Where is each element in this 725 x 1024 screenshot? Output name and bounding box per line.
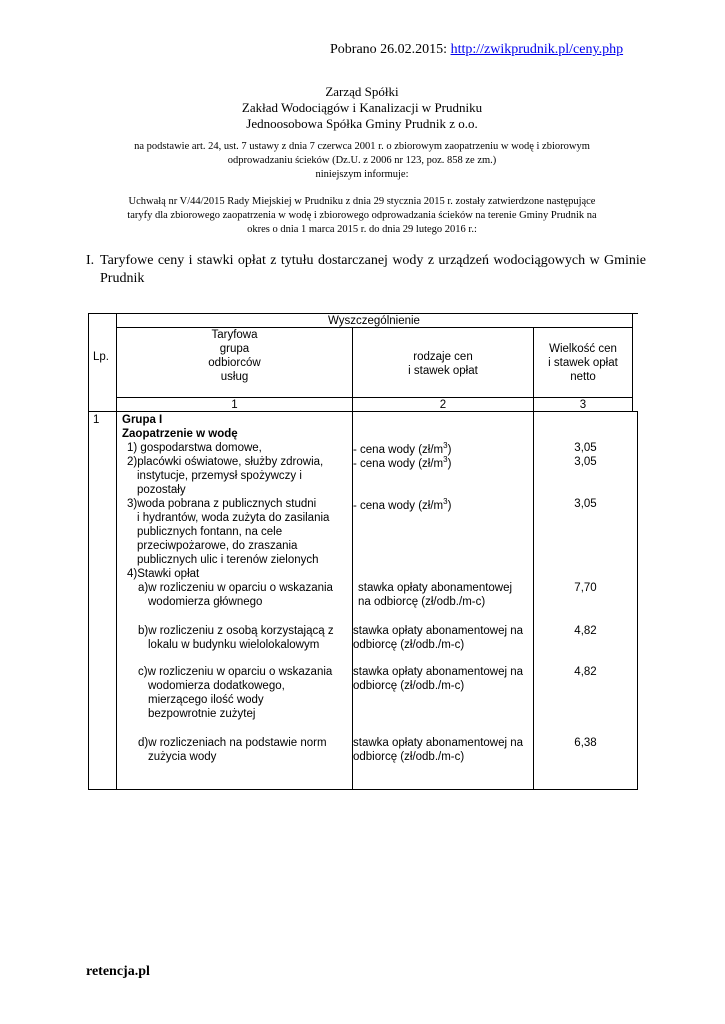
fee-kind xyxy=(353,736,523,764)
fee-description xyxy=(138,736,327,764)
table-body-right-border xyxy=(637,411,638,790)
resolution-line-2: taryfy dla zbiorowego zaopatrzenia w wodę i zbiorowego odprowadzania ścieków na terenie Gminy Prudnik na xyxy=(127,210,597,221)
resolution-line-3: okres o dnia 1 marca 2015 r. do dnia 29 lutego 2016 r.: xyxy=(247,224,477,235)
item-description xyxy=(127,441,262,455)
description-line: wodomierza dodatkowego, xyxy=(148,680,285,692)
header-col3 xyxy=(534,342,632,384)
table-head-right-border xyxy=(632,313,633,411)
fee-kind xyxy=(358,581,512,609)
header-specification: Wyszczególnienie xyxy=(328,315,420,327)
fee-description xyxy=(138,665,332,721)
table-bottom-border xyxy=(88,789,638,790)
description-line: pozostały xyxy=(137,484,186,496)
header-col1-line: Taryfowa xyxy=(211,329,258,341)
header-col3-line: netto xyxy=(570,371,596,383)
basis-line-1: na podstawie art. 24, ust. 7 ustawy z dnia 7 czerwca 2001 r. o zbiorowym zaopatrzeniu w wodę i zbiorowym xyxy=(134,141,590,152)
fee-description xyxy=(138,624,334,652)
header-col2-line: i stawek opłat xyxy=(408,365,478,377)
description-line: 2)placówki oświatowe, służby zdrowia, xyxy=(127,456,324,468)
fee-kind xyxy=(353,665,523,693)
header-line-2: Zakład Wodociągów i Kanalizacji w Prudniku xyxy=(241,100,483,115)
header-col1-line: odbiorców xyxy=(208,357,261,369)
fee-kind-line: odbiorcę (zł/odb./m-c) xyxy=(353,639,465,651)
description-line: instytucje, przemysł spożywczy i xyxy=(137,470,302,482)
fee-kind xyxy=(353,624,523,652)
row-lp: 1 xyxy=(93,414,100,426)
description-line: mierzącego ilość wody xyxy=(148,694,264,706)
price-kind-close: ) xyxy=(447,443,452,456)
resolution-line-1: Uchwałą nr V/44/2015 Rady Miejskiej w Prudniku z dnia 29 stycznia 2015 r. zostały zatwierdzone następujące xyxy=(128,196,596,207)
footer-brand: retencja.pl xyxy=(86,964,150,979)
description-line: 1) gospodarstwa domowe, xyxy=(127,442,262,454)
item-description xyxy=(127,455,323,497)
basis-line-2: odprowadzaniu ścieków (Dz.U. z 2006 nr 123, poz. 858 ze zm.) xyxy=(227,155,497,166)
table-col2-divider xyxy=(533,327,534,790)
header-number-2: 2 xyxy=(439,399,447,411)
header-number-1: 1 xyxy=(231,399,238,411)
header-line-3: Jednoosobowa Spółka Gminy Prudnik z o.o. xyxy=(246,116,478,131)
item-value: 3,05 xyxy=(574,442,597,454)
section-title-line-2: Prudnik xyxy=(100,271,145,286)
item-description xyxy=(127,497,329,567)
header-col1-line: grupa xyxy=(219,343,250,355)
section-title-line-1: Taryfowe ceny i stawki opłat z tytułu dostarczanej wody z urządzeń wodociągowych w Gminie xyxy=(100,253,646,268)
description-line: przeciwpożarowe, do zraszania xyxy=(137,540,298,552)
source-note xyxy=(330,42,623,58)
fee-kind-line: odbiorcę (zł/odb./m-c) xyxy=(353,680,465,692)
item-value: 3,05 xyxy=(574,456,597,468)
table-lp-divider xyxy=(116,313,117,790)
description-line: 3)woda pobrana z publicznych studni xyxy=(127,498,317,510)
item-price-kind xyxy=(353,495,451,513)
fee-kind-line: stawka opłaty abonamentowej na xyxy=(353,737,524,749)
item-value: 3,05 xyxy=(574,498,597,510)
section-heading xyxy=(86,252,646,288)
header-number-3: 3 xyxy=(579,399,587,411)
description-line: wodomierza głównego xyxy=(148,596,263,608)
fee-value: 7,70 xyxy=(574,582,597,594)
table-col1-divider xyxy=(352,327,353,790)
description-line: a)w rozliczeniu w oparciu o wskazania xyxy=(138,582,333,594)
legal-basis xyxy=(60,140,664,182)
description-line: publicznych fontann, na cele xyxy=(137,526,283,538)
fee-kind-line: odbiorcę (zł/odb./m-c) xyxy=(353,751,465,763)
fee-kind-line: na odbiorcę (zł/odb./m-c) xyxy=(358,596,486,608)
section-number: I. xyxy=(86,253,95,268)
header-col1 xyxy=(117,328,352,384)
fee-kind-line: stawka opłaty abonamentowej na xyxy=(353,625,524,637)
price-kind-close: ) xyxy=(447,457,452,470)
fee-kind-line: stawka opłaty abonamentowej na xyxy=(353,666,524,678)
description-line: b)w rozliczeniu z osobą korzystającą z xyxy=(138,625,334,637)
unit-superscript: 3 xyxy=(443,497,448,506)
price-kind-text: - cena wody (zł/m xyxy=(353,457,444,470)
fee-value: 4,82 xyxy=(574,625,597,637)
description-line: zużycia wody xyxy=(148,751,217,763)
header-col3-line: Wielkość cen xyxy=(549,343,617,355)
unit-superscript: 3 xyxy=(443,441,448,450)
description-line: c)w rozliczeniu w oparciu o wskazania xyxy=(138,666,333,678)
description-line: d)w rozliczeniach na podstawie norm xyxy=(138,737,327,749)
source-link[interactable]: http://zwikprudnik.pl/ceny.php xyxy=(450,42,624,57)
price-kind-text: - cena wody (zł/m xyxy=(353,499,444,512)
group-name: Grupa I xyxy=(122,414,163,426)
table-left-border xyxy=(88,313,89,790)
source-prefix: Pobrano 26.02.2015: xyxy=(330,42,451,57)
resolution-text xyxy=(60,195,664,237)
group-subtitle: Zaopatrzenie w wodę xyxy=(122,428,238,440)
fees-title: 4)Stawki opłat xyxy=(127,568,200,580)
price-kind-text: - cena wody (zł/m xyxy=(353,443,444,456)
header-col3-line: i stawek opłat xyxy=(548,357,618,369)
fee-value: 6,38 xyxy=(574,737,597,749)
description-line: bezpowrotnie zużytej xyxy=(148,708,256,720)
header-col1-line: usług xyxy=(220,371,249,383)
fee-kind-line: stawka opłaty abonamentowej xyxy=(358,582,513,594)
header-col2 xyxy=(353,350,533,378)
unit-superscript: 3 xyxy=(443,455,448,464)
company-header xyxy=(60,84,664,132)
price-kind-close: ) xyxy=(447,499,452,512)
description-line: publicznych ulic i terenów zielonych xyxy=(137,554,319,566)
fee-description xyxy=(138,581,333,609)
basis-line-3: niniejszym informuje: xyxy=(315,169,409,180)
header-lp: Lp. xyxy=(93,351,109,363)
fee-value: 4,82 xyxy=(574,666,597,678)
header-line-1: Zarząd Spółki xyxy=(325,84,399,99)
description-line: i hydrantów, woda zużyta do zasilania xyxy=(137,512,330,524)
description-line: lokalu w budynku wielolokalowym xyxy=(148,639,320,651)
item-price-kind xyxy=(353,453,451,471)
header-col2-line: rodzaje cen xyxy=(413,351,473,363)
